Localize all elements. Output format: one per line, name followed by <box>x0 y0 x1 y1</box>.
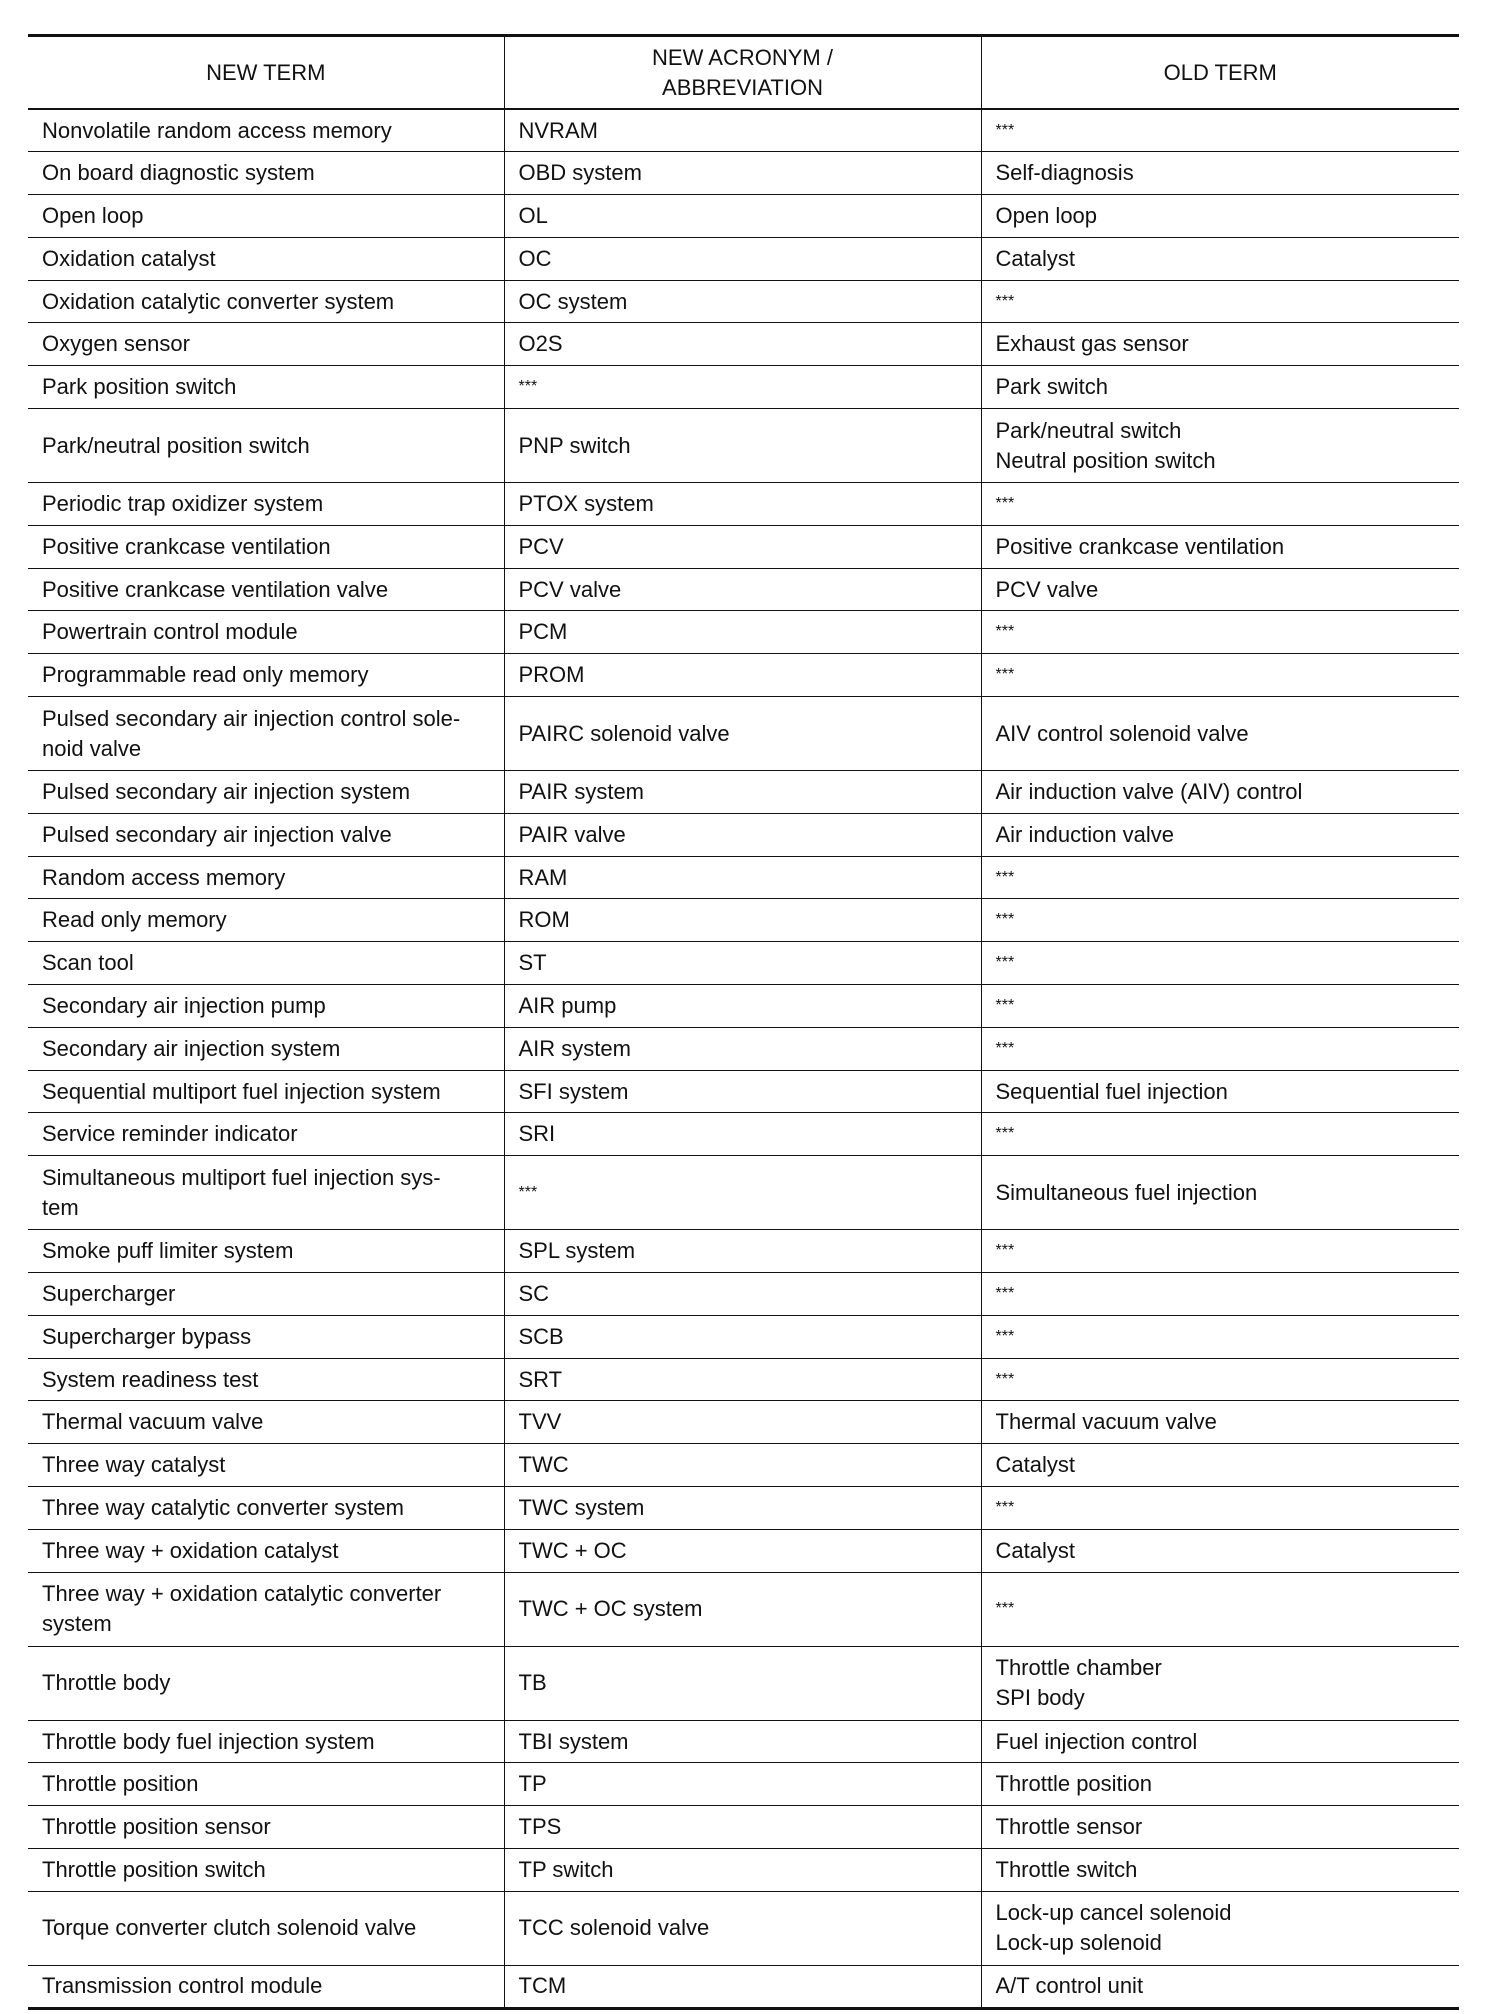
new-term-cell <box>28 1315 504 1358</box>
cell-text: Powertrain control module <box>42 619 298 645</box>
new-term-cell <box>28 109 504 152</box>
old-term-cell <box>981 1891 1459 1965</box>
old-term-cell <box>981 195 1459 238</box>
table-row <box>28 568 1459 611</box>
table-row <box>28 1156 1459 1230</box>
cell-text: Read only memory <box>42 907 227 933</box>
cell-text: *** <box>995 1284 1015 1302</box>
cell-text: *** <box>995 1039 1015 1057</box>
new-term-cell <box>28 1444 504 1487</box>
cell-text: Neutral position switch <box>995 447 1216 473</box>
acronym-cell <box>504 1487 981 1530</box>
table-row <box>28 1444 1459 1487</box>
new-term-cell <box>28 409 504 483</box>
cell-text: *** <box>995 623 1015 641</box>
new-term-cell <box>28 1891 504 1965</box>
old-term-cell <box>981 1070 1459 1113</box>
cell-text: *** <box>995 954 1015 972</box>
table-row <box>28 856 1459 899</box>
table-row <box>28 152 1459 195</box>
cell-text: Open loop <box>995 202 1098 228</box>
table-row <box>28 1487 1459 1530</box>
cell-text: Service reminder indicator <box>42 1121 298 1147</box>
old-term-cell <box>981 942 1459 985</box>
old-term-cell <box>981 1230 1459 1273</box>
new-term-cell <box>28 525 504 568</box>
table-row <box>28 1529 1459 1572</box>
cell-text: Catalyst <box>995 1452 1075 1478</box>
cell-text: PCM <box>518 619 568 645</box>
old-term-cell <box>981 237 1459 280</box>
acronym-cell <box>504 237 981 280</box>
cell-text: Air induction valve (AIV) control <box>995 778 1303 804</box>
new-term-cell <box>28 1156 504 1230</box>
cell-text: *** <box>995 666 1015 684</box>
new-term-cell <box>28 654 504 697</box>
acronym-cell <box>504 813 981 856</box>
acronym-cell <box>504 942 981 985</box>
old-term-cell <box>981 1806 1459 1849</box>
acronym-cell <box>504 366 981 409</box>
table-row <box>28 813 1459 856</box>
table-row <box>28 109 1459 152</box>
old-term-cell <box>981 813 1459 856</box>
old-term-cell <box>981 109 1459 152</box>
cell-text: TBI system <box>518 1728 629 1754</box>
cell-text: OC <box>518 245 552 271</box>
old-term-cell <box>981 771 1459 814</box>
cell-text: Lock-up cancel solenoid <box>995 1900 1232 1926</box>
old-term-cell <box>981 152 1459 195</box>
cell-text: SC <box>518 1280 550 1306</box>
new-term-cell <box>28 280 504 323</box>
old-term-cell <box>981 323 1459 366</box>
cell-text: Pulsed secondary air injection system <box>42 778 411 804</box>
acronym-cell <box>504 1070 981 1113</box>
cell-text: *** <box>995 1327 1015 1345</box>
table-row <box>28 611 1459 654</box>
cell-text: Three way + oxidation catalytic converter <box>42 1581 442 1607</box>
cell-text: Random access memory <box>42 864 286 890</box>
cell-text: *** <box>995 868 1015 886</box>
cell-text: Secondary air injection pump <box>42 992 326 1018</box>
acronym-cell <box>504 1965 981 2008</box>
old-term-cell <box>981 1113 1459 1156</box>
cell-text: Supercharger bypass <box>42 1323 252 1349</box>
cell-text: TWC system <box>518 1494 645 1520</box>
acronym-cell <box>504 899 981 942</box>
table-row <box>28 1849 1459 1892</box>
table-row <box>28 1646 1459 1720</box>
acronym-cell <box>504 1572 981 1646</box>
new-term-cell <box>28 1965 504 2008</box>
cell-text: O2S <box>518 331 563 357</box>
cell-text: Air induction valve <box>995 821 1175 847</box>
cell-text: Throttle position <box>42 1771 199 1797</box>
cell-text: Programmable read only memory <box>42 662 369 688</box>
cell-text: PNP switch <box>518 432 631 458</box>
cell-text: TWC + OC <box>518 1537 627 1563</box>
acronym-cell <box>504 1401 981 1444</box>
cell-text: Self-diagnosis <box>995 160 1134 186</box>
cell-text: AIV control solenoid valve <box>995 720 1249 746</box>
cell-text: Throttle sensor <box>995 1814 1143 1840</box>
cell-text: Three way catalytic converter system <box>42 1494 404 1520</box>
cell-text: Scan tool <box>42 950 134 976</box>
new-term-cell <box>28 237 504 280</box>
table-body <box>28 109 1459 2008</box>
table-row <box>28 899 1459 942</box>
new-term-cell <box>28 697 504 771</box>
cell-text: A/T control unit <box>995 1973 1144 1999</box>
acronym-cell <box>504 856 981 899</box>
acronym-cell <box>504 1646 981 1720</box>
cell-text: system <box>42 1611 112 1637</box>
old-term-cell <box>981 1763 1459 1806</box>
new-term-cell <box>28 899 504 942</box>
table-row <box>28 1806 1459 1849</box>
cell-text: Transmission control module <box>42 1973 323 1999</box>
table-row <box>28 1113 1459 1156</box>
table-row <box>28 1965 1459 2008</box>
old-term-cell <box>981 1401 1459 1444</box>
cell-text: PCV <box>518 533 564 559</box>
old-term-cell <box>981 366 1459 409</box>
cell-text: ROM <box>518 907 570 933</box>
acronym-cell <box>504 1027 981 1070</box>
acronym-cell <box>504 1156 981 1230</box>
table-row <box>28 697 1459 771</box>
cell-text: Positive crankcase ventilation <box>42 533 331 559</box>
cell-text: tem <box>42 1194 79 1220</box>
acronym-cell <box>504 409 981 483</box>
cell-text: noid valve <box>42 735 142 761</box>
acronym-cell <box>504 1230 981 1273</box>
table-row <box>28 1027 1459 1070</box>
old-term-cell <box>981 409 1459 483</box>
header-new-acronym <box>504 36 981 110</box>
old-term-cell <box>981 985 1459 1028</box>
new-term-cell <box>28 1849 504 1892</box>
old-term-cell <box>981 1315 1459 1358</box>
cell-text: Pulsed secondary air injection valve <box>42 821 392 847</box>
acronym-cell <box>504 483 981 526</box>
cell-text: *** <box>995 1600 1015 1618</box>
table-row <box>28 366 1459 409</box>
cell-text: Throttle body <box>42 1670 171 1696</box>
cell-text: Positive crankcase ventilation valve <box>42 576 389 602</box>
cell-text: Lock-up solenoid <box>995 1930 1162 1956</box>
table-row <box>28 280 1459 323</box>
cell-text: TWC <box>518 1452 569 1478</box>
acronym-cell <box>504 195 981 238</box>
old-term-cell <box>981 856 1459 899</box>
cell-text: Catalyst <box>995 245 1075 271</box>
cell-text: Torque converter clutch solenoid valve <box>42 1915 417 1941</box>
cell-text: TCM <box>518 1973 567 1999</box>
cell-text: Periodic trap oxidizer system <box>42 490 324 516</box>
cell-text: TB <box>518 1670 547 1696</box>
new-term-cell <box>28 1027 504 1070</box>
new-term-cell <box>28 1273 504 1316</box>
old-term-cell <box>981 1849 1459 1892</box>
acronym-cell <box>504 1806 981 1849</box>
cell-text: SPL system <box>518 1238 636 1264</box>
new-term-cell <box>28 771 504 814</box>
table-row <box>28 1572 1459 1646</box>
table-row <box>28 525 1459 568</box>
table-row <box>28 1891 1459 1965</box>
acronym-cell <box>504 109 981 152</box>
cell-text: *** <box>518 1183 538 1201</box>
acronym-cell <box>504 1358 981 1401</box>
cell-text: OC system <box>518 288 628 314</box>
cell-text: On board diagnostic system <box>42 160 315 186</box>
new-term-cell <box>28 1529 504 1572</box>
table-row <box>28 1401 1459 1444</box>
cell-text: Positive crankcase ventilation <box>995 533 1285 559</box>
cell-text: System readiness test <box>42 1366 259 1392</box>
cell-text: *** <box>995 1498 1015 1516</box>
table-row <box>28 1230 1459 1273</box>
new-term-cell <box>28 856 504 899</box>
cell-text: Smoke puff limiter system <box>42 1238 294 1264</box>
header-row <box>28 36 1459 110</box>
new-term-cell <box>28 942 504 985</box>
table-row <box>28 1358 1459 1401</box>
cell-text: TPS <box>518 1814 562 1840</box>
acronym-cell <box>504 1849 981 1892</box>
cell-text: Pulsed secondary air injection control sole- <box>42 705 461 731</box>
new-term-cell <box>28 323 504 366</box>
old-term-cell <box>981 483 1459 526</box>
cell-text: Park switch <box>995 374 1108 400</box>
acronym-cell <box>504 152 981 195</box>
old-term-cell <box>981 1444 1459 1487</box>
new-term-cell <box>28 1487 504 1530</box>
cell-text: Three way + oxidation catalyst <box>42 1537 339 1563</box>
cell-text: *** <box>995 911 1015 929</box>
acronym-cell <box>504 1529 981 1572</box>
cell-text: Sequential multiport fuel injection system <box>42 1078 441 1104</box>
table-row <box>28 237 1459 280</box>
cell-text: Thermal vacuum valve <box>42 1409 264 1435</box>
cell-text: TVV <box>518 1409 562 1435</box>
old-term-cell <box>981 1646 1459 1720</box>
cell-text: Throttle position sensor <box>42 1814 271 1840</box>
old-term-cell <box>981 1487 1459 1530</box>
cell-text: Park position switch <box>42 374 237 400</box>
old-term-cell <box>981 1027 1459 1070</box>
cell-text: Sequential fuel injection <box>995 1078 1228 1104</box>
old-term-cell <box>981 654 1459 697</box>
acronym-cell <box>504 1315 981 1358</box>
cell-text: SRI <box>518 1121 556 1147</box>
cell-text: SCB <box>518 1323 564 1349</box>
new-term-cell <box>28 1763 504 1806</box>
cell-text: SFI system <box>518 1078 629 1104</box>
old-term-cell <box>981 1156 1459 1230</box>
old-term-cell <box>981 899 1459 942</box>
cell-text: *** <box>995 121 1015 139</box>
old-term-cell <box>981 1529 1459 1572</box>
new-term-cell <box>28 195 504 238</box>
cell-text: Oxidation catalytic converter system <box>42 288 395 314</box>
new-term-cell <box>28 1070 504 1113</box>
table-row <box>28 771 1459 814</box>
acronym-cell <box>504 280 981 323</box>
cell-text: Exhaust gas sensor <box>995 331 1189 357</box>
cell-text: SRT <box>518 1366 563 1392</box>
cell-text: TCC solenoid valve <box>518 1915 710 1941</box>
cell-text: AIR pump <box>518 992 617 1018</box>
new-term-cell <box>28 1230 504 1273</box>
old-term-cell <box>981 611 1459 654</box>
old-term-cell <box>981 1720 1459 1763</box>
new-term-cell <box>28 568 504 611</box>
cell-text: NVRAM <box>518 117 598 143</box>
acronym-cell <box>504 1891 981 1965</box>
table-row <box>28 942 1459 985</box>
new-term-cell <box>28 611 504 654</box>
cell-text: Oxygen sensor <box>42 331 190 357</box>
table-row <box>28 483 1459 526</box>
old-term-cell <box>981 525 1459 568</box>
cell-text: PCV valve <box>518 576 622 602</box>
old-term-cell <box>981 1572 1459 1646</box>
cell-text: TWC + OC system <box>518 1596 703 1622</box>
acronym-cell <box>504 1720 981 1763</box>
table-row <box>28 1763 1459 1806</box>
acronym-cell <box>504 654 981 697</box>
cell-text: OL <box>518 202 548 228</box>
acronym-cell <box>504 1763 981 1806</box>
cell-text: Thermal vacuum valve <box>995 1409 1217 1435</box>
terminology-page <box>28 34 1459 2010</box>
cell-text: OBD system <box>518 160 642 186</box>
cell-text: RAM <box>518 864 568 890</box>
old-term-cell <box>981 280 1459 323</box>
cell-text: ST <box>518 950 547 976</box>
table-row <box>28 409 1459 483</box>
cell-text: PAIR valve <box>518 821 626 847</box>
cell-text: *** <box>995 1125 1015 1143</box>
new-term-cell <box>28 1646 504 1720</box>
table-row <box>28 323 1459 366</box>
new-term-cell <box>28 366 504 409</box>
old-term-cell <box>981 1965 1459 2008</box>
cell-text: *** <box>995 996 1015 1014</box>
old-term-cell <box>981 1273 1459 1316</box>
cell-text: *** <box>995 1370 1015 1388</box>
cell-text: Simultaneous fuel injection <box>995 1179 1258 1205</box>
cell-text: *** <box>995 292 1015 310</box>
header-acronym-line-1: NEW ACRONYM / <box>652 44 833 70</box>
cell-text: SPI body <box>995 1685 1085 1711</box>
old-term-cell <box>981 697 1459 771</box>
cell-text: TP <box>518 1771 547 1797</box>
new-term-cell <box>28 1358 504 1401</box>
table-row <box>28 1273 1459 1316</box>
cell-text: Secondary air injection system <box>42 1035 341 1061</box>
cell-text: Throttle switch <box>995 1856 1138 1882</box>
acronym-cell <box>504 1113 981 1156</box>
table-row <box>28 985 1459 1028</box>
table-row <box>28 1070 1459 1113</box>
old-term-cell <box>981 568 1459 611</box>
cell-text: PROM <box>518 662 585 688</box>
cell-text: Nonvolatile random access memory <box>42 117 392 143</box>
cell-text: PCV valve <box>995 576 1099 602</box>
cell-text: Fuel injection control <box>995 1728 1198 1754</box>
cell-text: Throttle chamber <box>995 1655 1162 1681</box>
new-term-cell <box>28 1401 504 1444</box>
new-term-cell <box>28 1113 504 1156</box>
cell-text: PAIR system <box>518 778 645 804</box>
acronym-cell <box>504 697 981 771</box>
header-acronym-line-2: ABBREVIATION <box>662 74 823 100</box>
terminology-table <box>28 34 1459 2010</box>
new-term-cell <box>28 1806 504 1849</box>
acronym-cell <box>504 568 981 611</box>
acronym-cell <box>504 1444 981 1487</box>
acronym-cell <box>504 323 981 366</box>
new-term-cell <box>28 1720 504 1763</box>
cell-text: Throttle position <box>995 1771 1153 1797</box>
cell-text: Oxidation catalyst <box>42 245 216 271</box>
new-term-cell <box>28 813 504 856</box>
cell-text: TP switch <box>518 1856 614 1882</box>
cell-text: *** <box>995 1242 1015 1260</box>
cell-text: AIR system <box>518 1035 631 1061</box>
header-old-term: OLD TERM <box>981 36 1459 110</box>
new-term-cell <box>28 985 504 1028</box>
cell-text: Park/neutral switch <box>995 417 1182 443</box>
acronym-cell <box>504 525 981 568</box>
cell-text: Park/neutral position switch <box>42 432 310 458</box>
acronym-cell <box>504 985 981 1028</box>
cell-text: Simultaneous multiport fuel injection sys- <box>42 1164 441 1190</box>
table-header <box>28 36 1459 110</box>
cell-text: Throttle position switch <box>42 1856 266 1882</box>
cell-text: PTOX system <box>518 490 654 516</box>
table-row <box>28 654 1459 697</box>
table-row <box>28 195 1459 238</box>
acronym-cell <box>504 611 981 654</box>
new-term-cell <box>28 152 504 195</box>
acronym-cell <box>504 1273 981 1316</box>
header-new-term: NEW TERM <box>28 36 504 110</box>
table-row <box>28 1720 1459 1763</box>
cell-text: *** <box>995 494 1015 512</box>
cell-text: *** <box>518 378 538 396</box>
cell-text: Open loop <box>42 202 144 228</box>
cell-text: Throttle body fuel injection system <box>42 1728 375 1754</box>
new-term-cell <box>28 483 504 526</box>
table-row <box>28 1315 1459 1358</box>
cell-text: Three way catalyst <box>42 1452 226 1478</box>
old-term-cell <box>981 1358 1459 1401</box>
acronym-cell <box>504 771 981 814</box>
new-term-cell <box>28 1572 504 1646</box>
cell-text: Supercharger <box>42 1280 176 1306</box>
cell-text: PAIRC solenoid valve <box>518 720 730 746</box>
cell-text: Catalyst <box>995 1537 1075 1563</box>
